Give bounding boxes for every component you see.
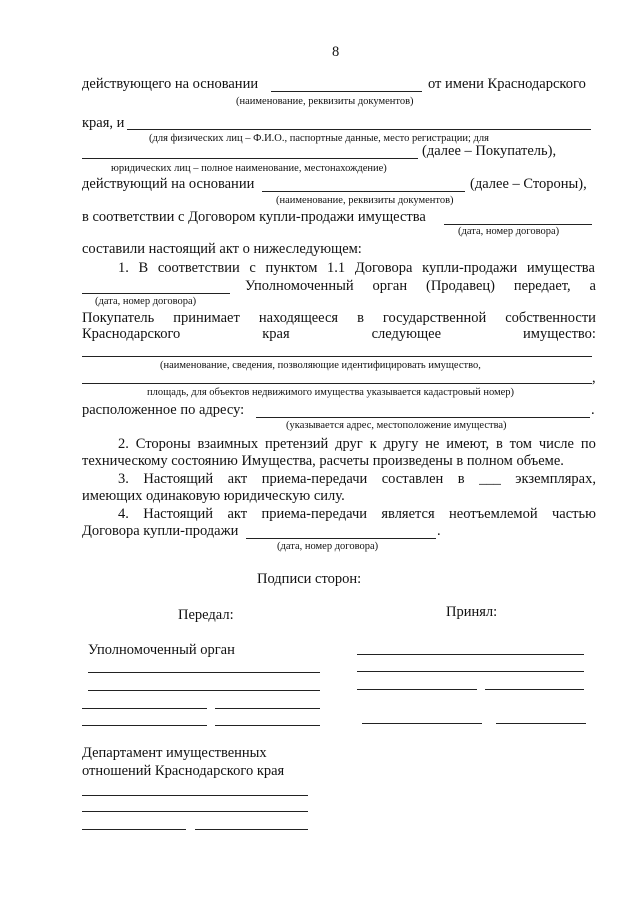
word: акт <box>227 506 248 522</box>
left-signature-line <box>215 725 320 726</box>
department-signature-line <box>195 829 308 830</box>
right-signature-line <box>496 723 586 724</box>
caption-date-number-3: (дата, номер договора) <box>277 541 379 552</box>
item4-line2: Договора купли-продажи <box>82 523 239 539</box>
word: по <box>580 436 596 452</box>
word: взаимных <box>197 436 259 452</box>
word: том <box>509 436 532 452</box>
per-contract-label: в соответствии с Договором купли-продажи имущества <box>82 209 426 225</box>
property-blank-2 <box>82 383 592 384</box>
authorized-body-label: Уполномоченный орган <box>88 642 235 658</box>
counterparty-blank <box>127 129 591 130</box>
word: другу <box>383 436 419 452</box>
right-signature-line <box>485 689 584 690</box>
word: с <box>249 260 256 276</box>
word: находящееся <box>258 310 339 326</box>
item2-line2: техническому состоянию Имущества, расчеты произведены в полном объеме. <box>82 453 564 469</box>
word: в <box>357 310 364 326</box>
item4-line1 <box>118 506 596 522</box>
word: числе <box>538 436 574 452</box>
word: претензий <box>265 436 329 452</box>
left-signature-line <box>215 708 320 709</box>
word: имущество: <box>523 326 596 342</box>
comma: , <box>592 370 596 386</box>
item3-line1 <box>118 471 596 487</box>
accepted-label: Принял: <box>446 604 498 620</box>
signatures-title: Подписи сторон: <box>257 571 362 587</box>
buyer-accepts-line <box>82 310 596 326</box>
word: 1.1 <box>327 260 346 276</box>
acting-basis-label: действующего на основании <box>82 76 259 92</box>
department-signature-line <box>82 829 186 830</box>
word: а <box>589 278 596 294</box>
word: 2. <box>118 436 129 452</box>
item2-line1 <box>118 436 596 452</box>
region-and-label: края, и <box>82 115 125 131</box>
word: частью <box>551 506 596 522</box>
item1-line2 <box>245 278 596 294</box>
caption-legal-entities: юридических лиц – полное наименование, местонахождение) <box>111 163 387 174</box>
word: В <box>138 260 149 276</box>
item3-line2: имеющих одинаковую юридическую силу. <box>82 488 345 504</box>
word: Покупатель <box>82 310 155 326</box>
located-at-label: расположенное по адресу: <box>82 402 245 418</box>
word: передает, <box>513 278 571 294</box>
word: в <box>457 471 465 487</box>
word: приема-передачи <box>261 471 368 487</box>
word: принимает <box>173 310 240 326</box>
word: Настоящий <box>143 471 214 487</box>
acting-basis-label-2: действующий на основании <box>82 176 255 192</box>
parties-hereinafter: (далее – Стороны), <box>470 176 587 192</box>
word: неотъемлемой <box>449 506 538 522</box>
caption-area-cadastral: площадь, для объектов недвижимого имущества указывается кадастровый номер) <box>147 387 515 398</box>
word: имеют, <box>446 436 490 452</box>
word: Настоящий <box>143 506 214 522</box>
left-signature-line <box>82 708 207 709</box>
word: Стороны <box>135 436 191 452</box>
word: к <box>369 436 377 452</box>
caption-date-number: (дата, номер договора) <box>458 226 560 237</box>
word: не <box>425 436 440 452</box>
word: 1. <box>118 260 129 276</box>
contract-blank-2 <box>82 293 230 294</box>
caption-address: (указывается адрес, местоположение имущества) <box>286 420 507 431</box>
compiled-act-text: составили настоящий акт о нижеследующем: <box>82 241 362 257</box>
word: имущества <box>526 260 595 276</box>
caption-name-docs-2: (наименование, реквизиты документов) <box>276 195 454 206</box>
word: (Продавец) <box>426 278 495 294</box>
word: Уполномоченный <box>245 278 354 294</box>
address-blank <box>256 417 590 418</box>
caption-name-docs: (наименование, реквизиты документов) <box>236 96 414 107</box>
word: следующее <box>371 326 442 342</box>
buyer-hereinafter: (далее – Покупатель), <box>422 143 557 159</box>
word: экземплярах, <box>515 471 596 487</box>
page-number: 8 <box>332 44 340 60</box>
department-signature-line <box>82 795 308 796</box>
contract-blank <box>444 224 592 225</box>
word: является <box>381 506 435 522</box>
right-signature-line <box>362 723 482 724</box>
word: края <box>262 326 290 342</box>
right-signature-line <box>357 671 584 672</box>
word: собственности <box>505 310 596 326</box>
on-behalf-label: от имени Краснодарского <box>428 76 586 92</box>
word: акт <box>227 471 248 487</box>
word: ___ <box>479 471 501 487</box>
left-signature-line <box>82 725 207 726</box>
region-property-line <box>82 326 596 342</box>
left-signature-line <box>88 672 320 673</box>
acting-basis-blank <box>271 91 422 92</box>
department-label-line2: отношений Краснодарского края <box>82 763 285 779</box>
word: составлен <box>381 471 444 487</box>
contract-blank-3 <box>246 538 436 539</box>
period: . <box>591 402 595 418</box>
word: 4. <box>118 506 129 522</box>
property-blank <box>82 356 592 357</box>
item4-period: . <box>437 523 441 539</box>
caption-individuals: (для физических лиц – Ф.И.О., паспортные данные, место регистрации; для <box>149 133 489 144</box>
word: орган <box>372 278 408 294</box>
right-signature-line <box>357 654 584 655</box>
word: государственной <box>382 310 487 326</box>
word: соответствии <box>157 260 240 276</box>
counterparty-blank-2 <box>82 158 418 159</box>
word: 3. <box>118 471 129 487</box>
acting-basis-blank-2 <box>262 191 465 192</box>
right-signature-line <box>357 689 477 690</box>
word: Краснодарского <box>82 326 181 342</box>
word: друг <box>335 436 363 452</box>
word: приема-передачи <box>261 506 367 522</box>
item1-line1 <box>118 260 595 276</box>
word: в <box>495 436 503 452</box>
word: Договора <box>354 260 413 276</box>
transferred-label: Передал: <box>178 607 234 623</box>
caption-identify-property: (наименование, сведения, позволяющие идентифицировать имущество, <box>160 360 481 371</box>
word: пунктом <box>265 260 318 276</box>
caption-date-number-2: (дата, номер договора) <box>95 296 197 307</box>
word: купли-продажи <box>422 260 518 276</box>
left-signature-line <box>88 690 320 691</box>
department-label-line1: Департамент имущественных <box>82 745 267 761</box>
department-signature-line <box>82 811 308 812</box>
